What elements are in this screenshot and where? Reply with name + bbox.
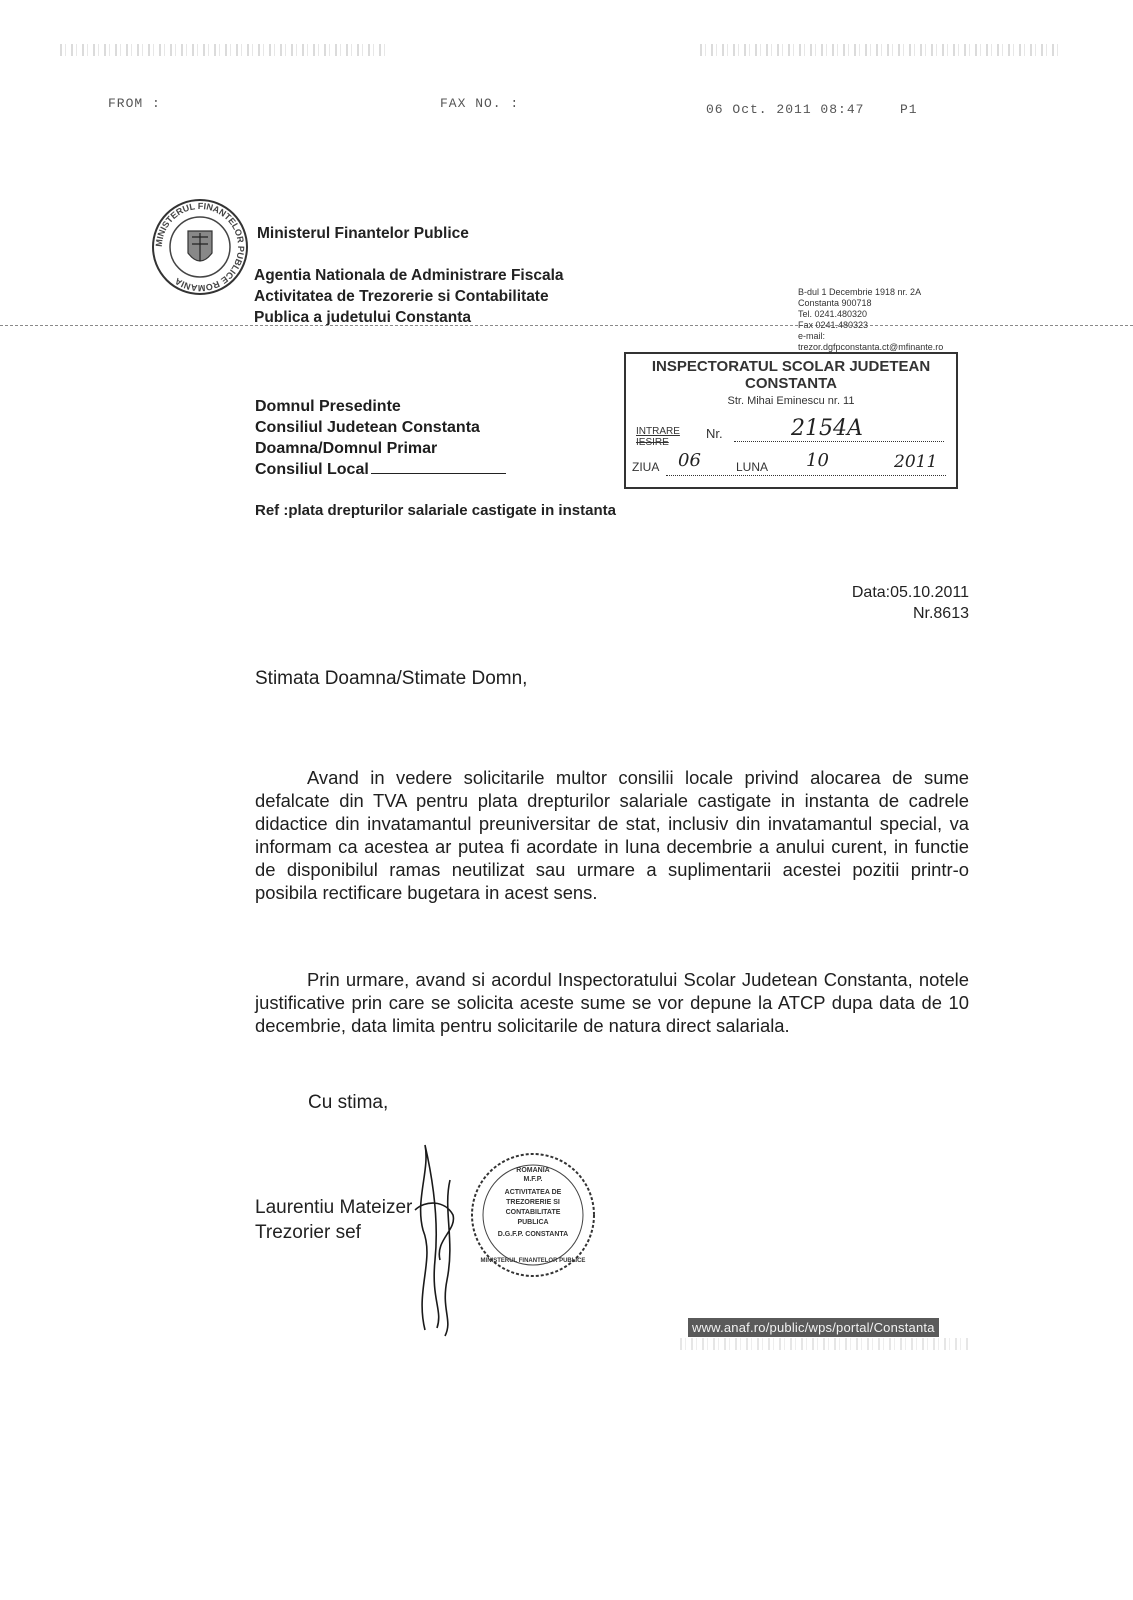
stamp-direction xyxy=(636,426,680,448)
reference-line: Ref :plata drepturilor salariale castigate in instanta xyxy=(255,502,616,519)
stamp-month-label: LUNA xyxy=(736,460,769,474)
signatory-name: Laurentiu Mateizer xyxy=(255,1197,413,1218)
recipient-line: Consiliul Judetean Constanta xyxy=(255,419,480,436)
contact-email-label: e-mail: xyxy=(798,331,826,341)
stamp-day-label: ZIUA xyxy=(632,460,660,474)
stamp-institution-line-1: INSPECTORATUL SCOLAR JUDETEAN xyxy=(651,358,931,375)
paragraph-1: Avand in vedere solicitarile multor consilii locale privind alocarea de sume defalcate din TVA pentru plata drepturilor salariale castigate in instanta de cadrele didactice din invatamantul preuniversitar de stat, inclusiv din invatamantul special, va informam ca acestea ar putea fi acordate in luna decembrie a anului curent, in functie de disponibilul ramas neutilizat sau urmare a suplimentarii acestei pozitii printr-o posibila rectificare bugetara in acest sens. xyxy=(255,767,969,903)
recipient-line xyxy=(255,459,506,480)
closing: Cu stima, xyxy=(308,1092,389,1113)
document-date: Data:05.10.2011 xyxy=(851,584,969,601)
contact-block xyxy=(798,287,943,353)
stamp-nr-value: 2154A xyxy=(791,416,863,441)
agency-name xyxy=(254,265,564,328)
recipient-line: Domnul Presedinte xyxy=(255,398,401,415)
ministry-crest xyxy=(150,197,250,297)
contact-postal: Constanta 900718 xyxy=(798,298,872,308)
header-divider xyxy=(0,325,1133,326)
contact-fax: Fax 0241.480323 xyxy=(798,320,869,330)
seal-text-3: ACTIVITATEA DE xyxy=(504,1189,562,1196)
stamp-month-value: 10 xyxy=(806,450,829,471)
stamp-day-value: 06 xyxy=(678,450,701,471)
seal-text-5: CONTABILITATE xyxy=(505,1209,561,1216)
fax-page-number: P1 xyxy=(900,102,918,117)
contact-email: trezor.dgfpconstanta.ct@mfinante.ro xyxy=(798,342,944,352)
document-number: Nr.8613 xyxy=(912,605,969,622)
salutation: Stimata Doamna/Stimate Domn, xyxy=(255,668,528,689)
contact-phone: Tel. 0241.480320 xyxy=(798,309,868,319)
seal-text-1: ROMANIA xyxy=(516,1167,550,1174)
recipient-blank-line xyxy=(371,473,506,474)
paragraph-2: Prin urmare, avand si acordul Inspectoratului Scolar Judetean Constanta, notele justificative prin care se solicita aceste sume se vor depune la ATCP dupa data de 10 decembrie, data limita pentru solicitarile de natura direct salariala. xyxy=(255,969,969,1036)
seal-text-4: TREZORERIE SI xyxy=(506,1199,560,1206)
contact-address: B-dul 1 Decembrie 1918 nr. 2A xyxy=(798,287,922,297)
signatory-block xyxy=(255,1195,412,1245)
stamp-nr-label: Nr. xyxy=(706,426,723,441)
document-meta xyxy=(760,582,969,624)
footer-url[interactable]: www.anaf.ro/public/wps/portal/Constanta xyxy=(688,1318,939,1337)
stamp-nr-line xyxy=(734,441,944,442)
stamp-entry-label: INTRARE xyxy=(636,426,680,437)
recipient-local-council: Consiliul Local xyxy=(255,461,369,478)
unit-line-1: Activitatea de Trezorerie si Contabilitate xyxy=(254,288,549,305)
seal-text-8: MINISTERUL FINANTELOR PUBLICE xyxy=(480,1258,586,1264)
handwritten-signature xyxy=(395,1140,475,1340)
crest-ring-text: MINISTERUL FINANTELOR PUBLICE ROMANIA xyxy=(153,200,247,294)
stamp-institution xyxy=(626,358,956,392)
recipient-block xyxy=(255,396,506,480)
seal-text-7: D.G.F.P. CONSTANTA xyxy=(497,1231,569,1238)
signatory-title: Trezorier sef xyxy=(255,1222,361,1243)
agency-line: Agentia Nationala de Administrare Fiscala xyxy=(254,267,564,284)
stamp-year-value: 2011 xyxy=(894,452,938,472)
fax-number-label: FAX NO. : xyxy=(440,96,520,111)
unit-line-2: Publica a judetului Constanta xyxy=(254,309,472,326)
stamp-institution-line-2: CONSTANTA xyxy=(745,375,837,392)
registry-stamp xyxy=(624,352,958,489)
stamp-date-line xyxy=(666,475,946,476)
seal-text-2: M.F.P. xyxy=(523,1176,543,1183)
stamp-address: Str. Mihai Eminescu nr. 11 xyxy=(727,395,855,407)
seal-text-6: PUBLICA xyxy=(517,1219,549,1226)
stamp-exit-label: IESIRE xyxy=(636,437,669,448)
recipient-line: Doamna/Domnul Primar xyxy=(255,440,438,457)
scan-noise-left xyxy=(60,44,390,56)
ministry-name: Ministerul Finantelor Publice xyxy=(257,225,469,242)
fax-datetime: 06 Oct. 2011 08:47 xyxy=(706,102,865,117)
scan-noise-footer xyxy=(680,1338,970,1350)
crest-icon xyxy=(150,197,250,297)
scan-noise-right xyxy=(700,44,1060,56)
fax-from-label: FROM : xyxy=(108,96,161,111)
official-seal xyxy=(468,1150,598,1280)
